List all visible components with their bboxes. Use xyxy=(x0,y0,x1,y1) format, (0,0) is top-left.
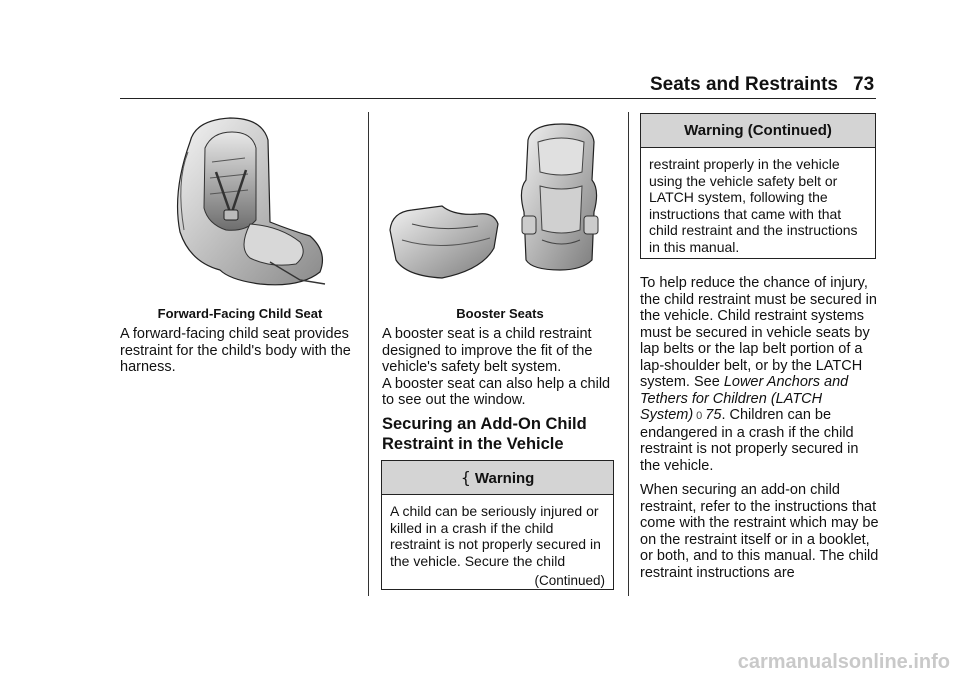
forward-facing-paragraph: A forward-facing child seat provides restraint for the child's body with the harness. xyxy=(120,326,351,375)
latch-cross-reference-link[interactable]: Lower Anchors and Tethers for Children (LATCH System) xyxy=(640,374,849,423)
securing-paragraph-2: When securing an add-on child restraint, refer to the instructions that come with the restraint which may be on the restraint itself or in a booklet, or both, and to this manual. The child restraint instructions are xyxy=(640,482,879,581)
warning-continued-box xyxy=(640,113,876,259)
warning-symbol-icon: { xyxy=(460,468,471,487)
securing-description xyxy=(640,275,880,581)
warning-text: A child can be seriously injured or killed in a crash if the child restraint is not properly secured in the vehicle. Secure the child xyxy=(390,503,601,569)
watermark: carmanualsonline.info xyxy=(737,651,950,673)
warning-continued-header: Warning (Continued) xyxy=(641,114,875,148)
booster-seats-illustration xyxy=(382,120,614,280)
column-divider-right xyxy=(628,112,629,596)
section-title: Seats and Restraints xyxy=(650,74,838,95)
warning-box xyxy=(381,460,614,590)
securing-paragraph-1-start: To help reduce the chance of injury, the child restraint must be secured in the vehicle. Child restraint systems must be secured in vehicle seats by lap belts or the lap belt portion of a lap-shoulder belt, or by the LATCH system. See xyxy=(640,275,877,390)
booster-paragraph-1: A booster seat is a child restraint designed to improve the fit of the vehicle's safety belt system. xyxy=(382,326,593,375)
page-number: 73 xyxy=(853,74,875,95)
booster-paragraph-2: A booster seat can also help a child to see out the window. xyxy=(382,375,611,408)
section-heading xyxy=(382,414,618,454)
heading-line-1: Securing an Add-On Child xyxy=(382,415,587,433)
page-reference-number[interactable]: 75 xyxy=(705,407,722,423)
forward-facing-description xyxy=(120,326,360,376)
warning-continued-label: (Continued) xyxy=(534,573,605,588)
warning-header xyxy=(382,461,613,495)
page-reference-icon: 0 xyxy=(696,410,703,422)
header-divider xyxy=(120,98,876,99)
forward-facing-child-seat-illustration xyxy=(150,112,340,292)
heading-line-2: Restraint in the Vehicle xyxy=(382,435,564,453)
securing-paragraph-1 xyxy=(640,275,880,474)
figure-caption-forward-facing: Forward-Facing Child Seat xyxy=(157,306,323,321)
warning-continued-text: restraint properly in the vehicle using the vehicle safety belt or LATCH system, following the instructions that came with that child restraint and the instructions in this manual. xyxy=(649,156,858,255)
column-divider-left xyxy=(368,112,369,596)
warning-body xyxy=(382,495,613,596)
figure-caption-booster-seats: Booster Seats xyxy=(456,306,544,321)
securing-paragraph-1-end: . Children can be endangered in a crash if the child restraint is not properly secured in the vehicle. xyxy=(640,407,859,474)
warning-title: Warning xyxy=(474,470,535,487)
warning-continued-body xyxy=(641,148,875,261)
booster-description xyxy=(382,326,618,409)
